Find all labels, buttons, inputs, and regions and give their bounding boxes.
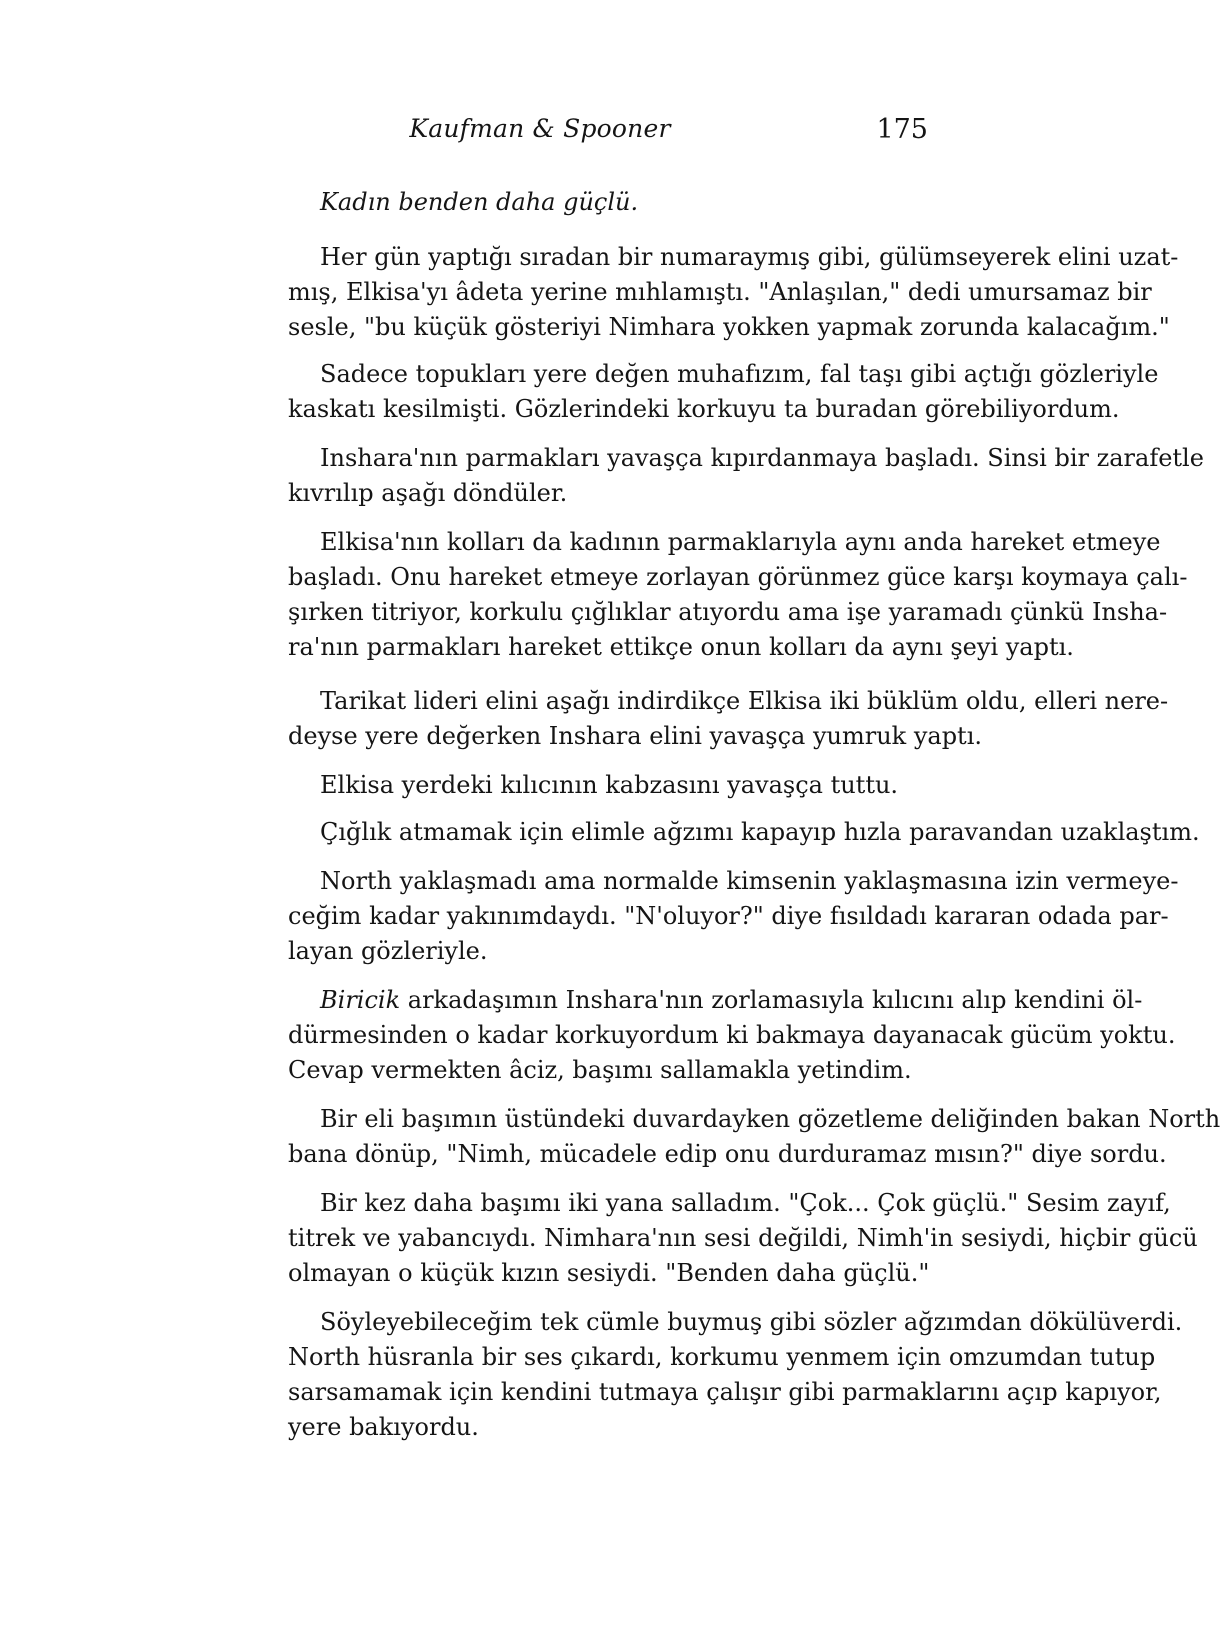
text-line	[288, 983, 1143, 1018]
text-line: Sadece topukları yere değen muhafızım, fal taşı gibi açtığı gözleriyle	[320, 360, 1159, 388]
paragraph-5	[288, 525, 1188, 665]
text-line: olmayan o küçük kızın sesiydi. "Benden daha güçlü."	[288, 1259, 930, 1287]
paragraph-10	[288, 983, 1176, 1088]
text-line: Elkisa'nın kolları da kadının parmaklarıyla aynı anda hareket etmeye	[320, 528, 1161, 556]
text-line: North hüsranla bir ses çıkardı, korkumu yenmem için omzumdan tutup	[288, 1343, 1156, 1371]
paragraph-13	[288, 1305, 1183, 1445]
text-line: ra'nın parmakları hareket ettikçe onun kolları da aynı şeyi yaptı.	[288, 633, 1074, 661]
page-number: 175	[876, 114, 928, 145]
text-line: layan gözleriyle.	[288, 937, 488, 965]
paragraph-7	[288, 768, 1072, 803]
text-line: Elkisa yerdeki kılıcının kabzasını yavaşça tuttu.	[320, 771, 899, 799]
text-fragment: arkadaşımın Inshara'nın zorlamasıyla kılıcını alıp kendini öl-	[400, 986, 1143, 1014]
paragraph-9	[288, 864, 1179, 969]
text-line: yere bakıyordu.	[288, 1413, 479, 1441]
text-line: dürmesinden o kadar korkuyordum ki bakmaya dayanacak gücüm yoktu.	[288, 1021, 1176, 1049]
text-line: sarsamamak için kendini tutmaya çalışır gibi parmaklarını açıp kapıyor,	[288, 1378, 1162, 1406]
text-line: Tarikat lideri elini aşağı indirdikçe Elkisa iki büklüm oldu, elleri nere-	[320, 687, 1169, 715]
text-line: Her gün yaptığı sıradan bir numaraymış gibi, gülümseyerek elini uzat-	[320, 243, 1179, 271]
text-line: mış, Elkisa'yı âdeta yerine mıhlamıştı. "Anlaşılan," dedi umursamaz bir	[288, 278, 1152, 306]
text-line: Kadın benden daha güçlü.	[320, 188, 639, 216]
paragraph-11	[288, 1102, 1220, 1172]
paragraph-8	[288, 815, 1200, 850]
text-line: ceğim kadar yakınımdaydı. "N'oluyor?" diye fısıldadı kararan odada par-	[288, 902, 1169, 930]
paragraph-3	[288, 357, 1159, 427]
text-line: sesle, "bu küçük gösteriyi Nimhara yokken yapmak zorunda kalacağım."	[288, 313, 1170, 341]
text-line: şırken titriyor, korkulu çığlıklar atıyordu ama işe yaramadı çünkü Insha-	[288, 598, 1168, 626]
paragraph-12	[288, 1186, 1198, 1291]
text-line: North yaklaşmadı ama normalde kimsenin yaklaşmasına izin vermeye-	[320, 867, 1179, 895]
text-line: Cevap vermekten âciz, başımı sallamakla yetindim.	[288, 1056, 912, 1084]
text-line: başladı. Onu hareket etmeye zorlayan görünmez güce karşı koymaya çalı-	[288, 563, 1188, 591]
text-line: titrek ve yabancıydı. Nimhara'nın sesi değildi, Nimh'in sesiydi, hiçbir gücü	[288, 1224, 1198, 1252]
running-title: Kaufman & Spooner	[409, 114, 671, 143]
text-line: Bir eli başımın üstündeki duvardayken gözetleme deliğinden bakan North	[320, 1105, 1220, 1133]
text-line: Çığlık atmamak için elimle ağzımı kapayıp hızla paravandan uzaklaştım.	[320, 818, 1200, 846]
paragraph-2	[288, 240, 1179, 345]
text-line: kaskatı kesilmişti. Gözlerindeki korkuyu ta buradan görebiliyordum.	[288, 395, 1120, 423]
paragraph-4	[288, 441, 1204, 511]
text-line: Söyleyebileceğim tek cümle buymuş gibi sözler ağzımdan dökülüverdi.	[320, 1308, 1183, 1336]
text-line: deyse yere değerken Inshara elini yavaşça yumruk yaptı.	[288, 722, 983, 750]
text-line: bana dönüp, "Nimh, mücadele edip onu durduramaz mısın?" diye sordu.	[288, 1140, 1167, 1168]
emphasized-word: Biricik	[320, 986, 401, 1014]
text-line: Inshara'nın parmakları yavaşça kıpırdanmaya başladı. Sinsi bir zarafetle	[320, 444, 1204, 472]
paragraph-6	[288, 684, 1169, 754]
text-line: kıvrılıp aşağı döndüler.	[288, 479, 568, 507]
paragraph-1	[288, 185, 1072, 220]
text-line: Bir kez daha başımı iki yana salladım. "Çok... Çok güçlü." Sesim zayıf,	[320, 1189, 1171, 1217]
